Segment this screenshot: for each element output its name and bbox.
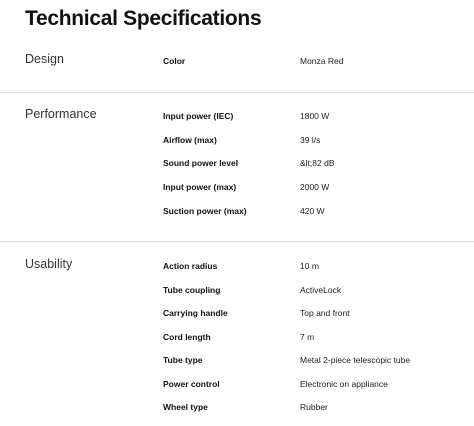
spec-value: Electronic on appliance [300,379,388,389]
spec-label: Carrying handle [163,308,228,318]
page-title: Technical Specifications [25,7,262,30]
spec-row [0,131,474,149]
spec-row [0,281,474,299]
spec-value: 420 W [300,206,325,216]
spec-row [0,178,474,196]
spec-row [0,398,474,416]
spec-row [0,304,474,322]
spec-value: Top and front [300,308,350,318]
spec-label: Wheel type [163,402,208,412]
spec-value: 39 l/s [300,135,321,145]
spec-value: 1800 W [300,111,330,121]
spec-row [0,375,474,393]
spec-value: ActiveLock [300,285,342,295]
spec-value: &lt;82 dB [300,158,335,168]
spec-value: 7 m [300,332,315,342]
section-title-usability: Usability [25,257,73,271]
spec-row [0,257,474,275]
spec-value: Monza Red [300,56,344,66]
spec-row [0,52,474,70]
spec-row [0,351,474,369]
spec-row [0,107,474,125]
section-divider [0,92,474,93]
spec-label: Tube type [163,355,203,365]
spec-label: Suction power (max) [163,206,247,216]
spec-value: Metal 2-piece telescopic tube [300,355,411,365]
spec-row [0,154,474,172]
section-title-design: Design [25,52,64,66]
spec-label: Power control [163,379,220,389]
spec-label: Airflow (max) [163,135,217,145]
section-title-performance: Performance [25,107,97,121]
spec-label: Action radius [163,261,218,271]
spec-row [0,328,474,346]
spec-label: Input power (IEC) [163,111,234,121]
section-divider [0,241,474,242]
spec-value: Rubber [300,402,328,412]
spec-label: Tube coupling [163,285,221,295]
spec-value: 10 m [300,261,319,271]
spec-row [0,202,474,220]
spec-label: Input power (max) [163,182,237,192]
spec-label: Color [163,56,186,66]
spec-label: Cord length [163,332,211,342]
spec-label: Sound power level [163,158,239,168]
spec-value: 2000 W [300,182,330,192]
